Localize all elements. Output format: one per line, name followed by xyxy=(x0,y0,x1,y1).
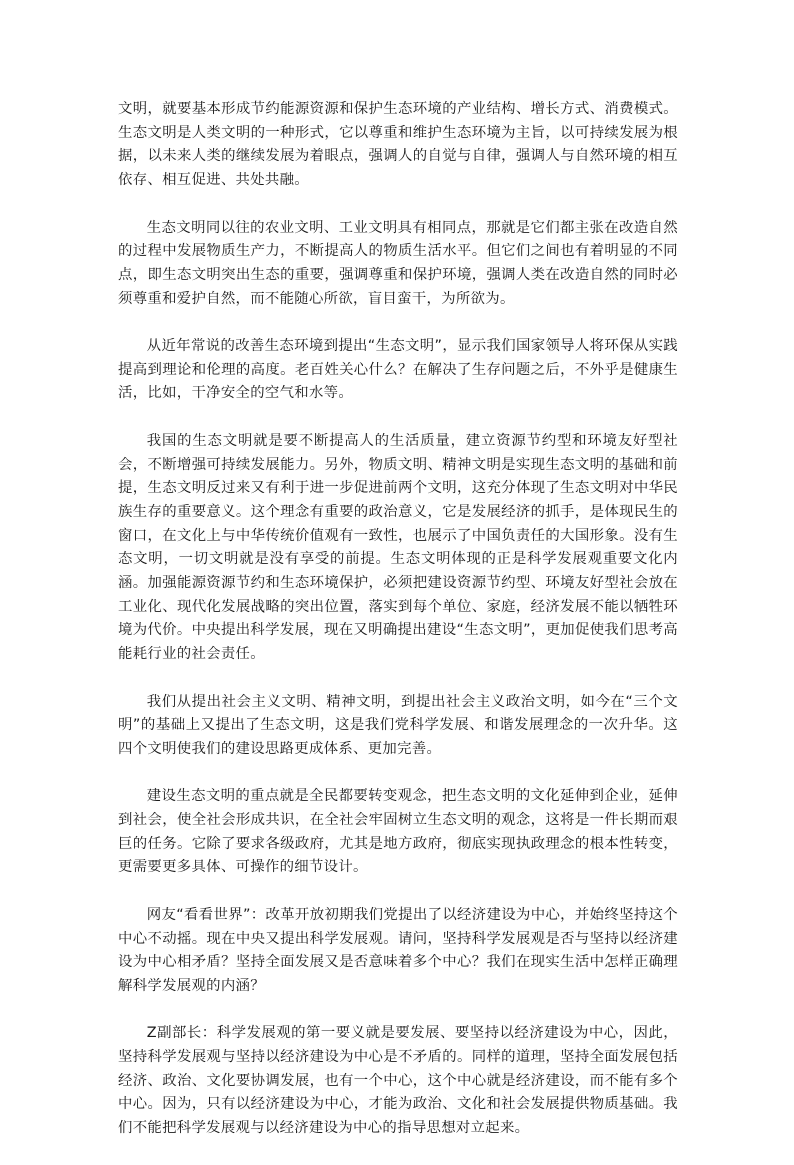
paragraph-7: 网友“看看世界”：改革开放初期我们党提出了以经济建设为中心，并始终坚持这个中心不动摇。现在中央又提出科学发展观。请问，坚持科学发展观是否与坚持以经济建设为中心相矛盾？坚持全面发展又是否意味着多个中心？我们在现实生活中怎样正确理解科学发展观的内涵？ xyxy=(118,906,678,994)
paragraph-5: 我们从提出社会主义文明、精神文明，到提出社会主义政治文明，如今在“三个文明”的基础上又提出了生态文明，这是我们党科学发展、和谐发展理念的一次升华。这四个文明使我们的建设思路更成体系、更加完善。 xyxy=(118,693,678,757)
paragraph-3: 从近年常说的改善生态环境到提出“生态文明”，显示我们国家领导人将环保从实践提高到理论和伦理的高度。老百姓关心什么？在解决了生存问题之后，不外乎是健康生活，比如，干净安全的空气和水等。 xyxy=(118,338,678,402)
paragraph-4: 我国的生态文明就是要不断提高人的生活质量，建立资源节约型和环境友好型社会，不断增强可持续发展能力。另外，物质文明、精神文明是实现生态文明的基础和前提，生态文明反过来又有利于进一步促进前两个文明，这充分体现了生态文明对中华民族生存的重要意义。这个理念有重要的政治意义，它是发展经济的抓手，是体现民生的窗口，在文化上与中华传统价值观有一致性，也展示了中国负责任的大国形象。没有生态文明，一切文明就是没有享受的前提。生态文明体现的正是科学发展观重要文化内涵。加强能源资源节约和生态环境保护，必须把建设资源节约型、环境友好型社会放在工业化、现代化发展战略的突出位置，落实到每个单位、家庭，经济发展不能以牺牲环境为代价。中央提出科学发展，现在又明确提出建设“生态文明”，更加促使我们思考高能耗行业的社会责任。 xyxy=(118,432,678,663)
paragraph-6: 建设生态文明的重点就是全民都要转变观念，把生态文明的文化延伸到企业，延伸到社会，使全社会形成共识，在全社会牢固树立生态文明的观念，这将是一件长期而艰巨的任务。它除了要求各级政府，尤其是地方政府，彻底实现执政理念的根本性转变，更需要更多具体、可操作的细节设计。 xyxy=(118,788,678,876)
document-body xyxy=(118,98,678,1165)
paragraph-1: 文明，就要基本形成节约能源资源和保护生态环境的产业结构、增长方式、消费模式。生态文明是人类文明的一种形式，它以尊重和维护生态环境为主旨，以可持续发展为根据，以未来人类的继续发展为着眼点，强调人的自觉与自律，强调人与自然环境的相互依存、相互促进、共处共融。 xyxy=(118,101,678,189)
paragraph-8: Z副部长：科学发展观的第一要义就是要发展、要坚持以经济建设为中心，因此，坚持科学发展观与坚持以经济建设为中心是不矛盾的。同样的道理，坚持全面发展包括经济、政治、文化要协调发展，也有一个中心，这个中心就是经济建设，而不能有多个中心。因为，只有以经济建设为中心，才能为政治、文化和社会发展提供物质基础。我们不能把科学发展观与以经济建设为中心的指导思想对立起来。 xyxy=(118,1025,678,1137)
paragraph-2: 生态文明同以往的农业文明、工业文明具有相同点，那就是它们都主张在改造自然的过程中发展物质生产力，不断提高人的物质生活水平。但它们之间也有着明显的不同点，即生态文明突出生态的重要，强调尊重和保护环境，强调人类在改造自然的同时必须尊重和爱护自然，而不能随心所欲，盲目蛮干，为所欲为。 xyxy=(118,219,678,307)
